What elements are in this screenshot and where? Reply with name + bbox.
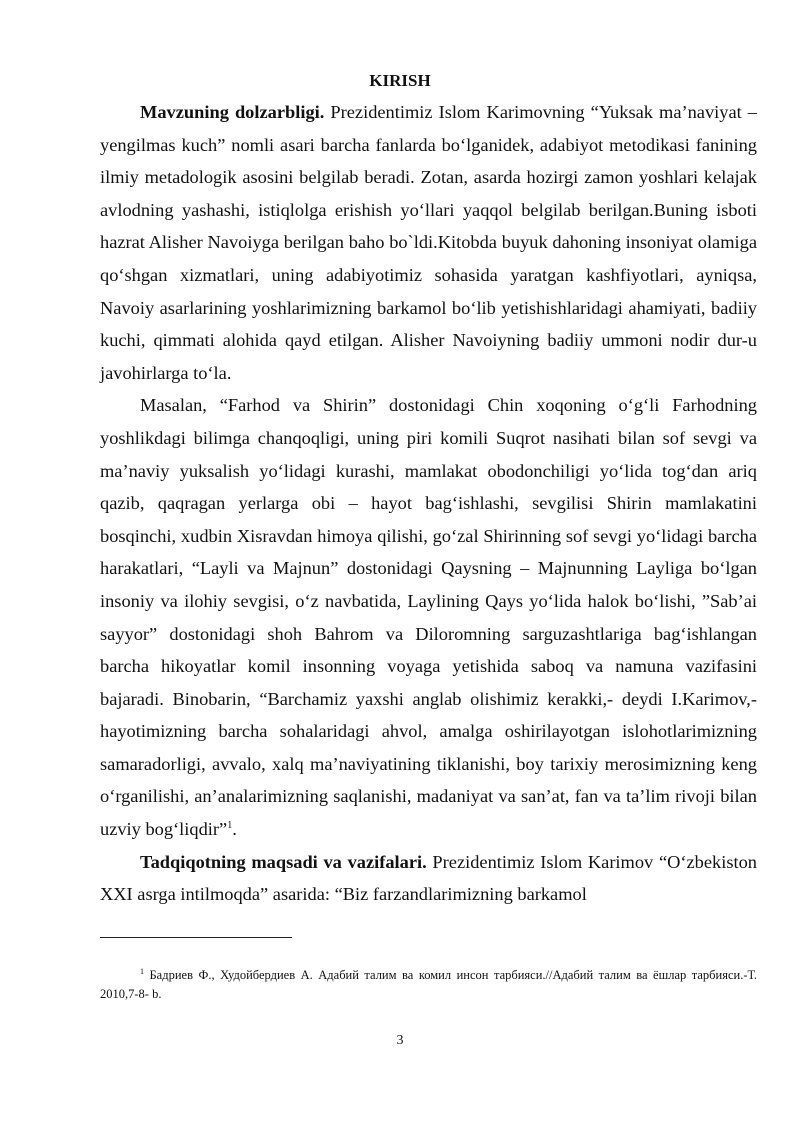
paragraph-text: Prezidentimiz Islom Karimov “O‘zbekiston XXI asrga intilmoqda” asarida: “Biz farzandlarimizning barkamol xyxy=(100,851,757,905)
footnote-separator xyxy=(100,937,292,938)
footnote-marker: 1 xyxy=(140,966,144,976)
page-title: KIRISH xyxy=(369,71,431,90)
paragraph-text-end: . xyxy=(232,819,237,840)
paragraph-text: Masalan, “Farhod va Shirin” dostonidagi Chin xoqoning o‘g‘li Farhodning yoshlikdagi bilimga chanqoqligi, uning piri komili Suqrot nasihati bilan sof sevgi va ma’naviy yuksalish yo‘lidagi kurashi, mamlakat obodonchiligi yo‘lida tog‘dan ariq qazib, qaqragan yerlarga obi – hayot bag‘ishlashi, sevgilisi Shirin mamlakatini bosqinchi, xudbin Xisravdan himoya qilishi, go‘zal Shirinning sof sevgi yo‘lidagi barcha harakatlari, “Layli va Majnun” dostonidagi Qaysning – Majnunning Layliga bo‘lgan insoniy va ilohiy sevgisi, o‘z navbatida, Laylining Qays yo‘lida halok bo‘lishi, ”Sab’ai sayyor” dostonidagi shoh Bahrom va Diloromning sarguzashtlariga bag‘ishlangan barcha hikoyatlar komil insonning voyaga yetishida saboq va namuna vazifasini bajaradi. Binobarin, “Barchamiz yaxshi anglab olishimiz kerakki,- deydi I.Karimov,- hayotimizning barcha sohalaridagi ahvol, amalga oshirilayotgan islohotlarimizning samaradorligi, avvalo, xalq ma’naviyatining tiklanishi, boy tarixiy merosimizning keng o‘rganilishi, an’analarimizning saqlanishi, madaniyat va san’at, fan va ta’lim rivoji bilan uzviy bog‘liqdir” xyxy=(100,395,757,840)
footnote-reference[interactable]: 1 xyxy=(227,819,233,831)
paragraph-text: Prezidentimiz Islom Karimovning “Yuksak ma’naviyat – yengilmas kuch” nomli asari barcha fanlarda bo‘lganidek, adabiyot metodikasi fanining ilmiy metadologik asosini belgilab beradi. Zotan, asarda hozirgi zamon yoshlari kelajak avlodning yashashi, istiqlolga erishish yo‘llari yaqqol belgilab berilgan.Buning isboti hazrat Alisher Navoiyga berilgan baho bo`ldi.Kitobda buyuk dahoning insoniyat olamiga qo‘shgan xizmatlari, uning adabiyotimiz sohasida yaratgan kashfiyotlari, ayniqsa, Navoiy asarlarining yoshlarimizning barkamol bo‘lib yetishishlaridagi ahamiyati, badiiy kuchi, qimmati alohida qayd etilgan. Alisher Navoiyning badiiy ummoni nodir dur-u javohirlarga to‘la. xyxy=(100,102,757,383)
paragraph-heading-relevance: Mavzuning dolzarbligi. xyxy=(140,102,325,122)
footnote xyxy=(100,966,757,1004)
paragraph-heading-goals: Tadqiqotning maqsadi va vazifalari. xyxy=(140,851,427,872)
page-number: 3 xyxy=(396,1033,404,1048)
paragraph-examples xyxy=(100,389,757,845)
paragraph-relevance xyxy=(100,96,757,389)
body-text xyxy=(100,96,757,911)
paragraph-goals xyxy=(100,846,757,911)
footnote-text: Бадриев Ф., Худойбердиев А. Адабий талим ва комил инсон тарбияси.//Адабий талим ва ёшлар тарбияси.-Т. 2010,7-8- b. xyxy=(100,968,757,1001)
